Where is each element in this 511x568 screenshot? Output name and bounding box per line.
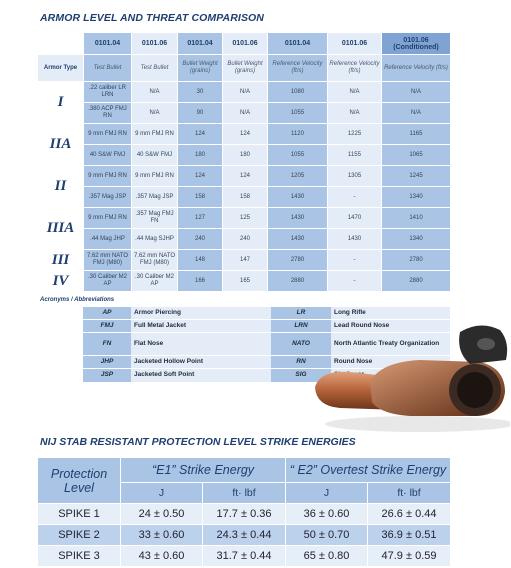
armor-row xyxy=(38,145,451,166)
armor-cell: 1065 xyxy=(382,145,451,166)
armor-cell: 1120 xyxy=(268,124,328,145)
acronym-spacer xyxy=(37,356,83,369)
armor-cell: - xyxy=(328,187,382,208)
armor-cell: 2880 xyxy=(382,271,451,292)
standards-header-row xyxy=(38,33,451,55)
armor-row xyxy=(38,166,451,187)
acronyms-header: Acronyms / Abbreviations xyxy=(40,297,115,303)
armor-cell: 1430 xyxy=(268,187,328,208)
armor-cell: 1080 xyxy=(268,82,328,103)
armor-cell: .357 Mag FMJ FN xyxy=(132,208,178,229)
armor-cell: 1055 xyxy=(268,103,328,124)
acronym-abbr: AP xyxy=(83,307,131,320)
armor-cell: .30 Caliber M2 AP xyxy=(84,271,132,292)
column-subheader: Reference Velocity (ft/s) xyxy=(268,55,328,82)
acronym-abbr: LR xyxy=(271,307,331,320)
armor-cell: 9 mm FMJ RN xyxy=(132,166,178,187)
armor-row xyxy=(38,124,451,145)
armor-cell: .44 Mag JHP xyxy=(84,229,132,250)
spike-level: SPIKE 1 xyxy=(38,504,121,525)
armor-level: I xyxy=(38,82,84,124)
standard-header: 0101.06 xyxy=(132,33,178,55)
armor-cell: 124 xyxy=(178,124,223,145)
armor-cell: 158 xyxy=(223,187,268,208)
spike-level: SPIKE 2 xyxy=(38,525,121,546)
unit-ftlbf: ft· lbf xyxy=(368,483,451,504)
spike-row xyxy=(38,546,451,567)
armor-cell: 9 mm FMJ RN xyxy=(84,208,132,229)
armor-cell: 148 xyxy=(178,250,223,271)
armor-cell: N/A xyxy=(132,103,178,124)
acronym-spacer xyxy=(37,307,83,320)
armor-cell: 1305 xyxy=(328,166,382,187)
acronym-def: Jacketed Hollow Point xyxy=(131,356,271,369)
subheader-row xyxy=(38,55,451,82)
armor-cell: 124 xyxy=(223,124,268,145)
armor-cell: 40 S&W FMJ xyxy=(84,145,132,166)
column-subheader: Test Bullet xyxy=(84,55,132,82)
armor-cell: N/A xyxy=(328,103,382,124)
spike-row xyxy=(38,504,451,525)
armor-row xyxy=(38,271,451,292)
unit-j: J xyxy=(121,483,203,504)
armor-cell: 1430 xyxy=(268,229,328,250)
armor-cell: 127 xyxy=(178,208,223,229)
acronym-def: North Atlantic Treaty Organization xyxy=(331,333,450,356)
spike-level: SPIKE 3 xyxy=(38,546,121,567)
armor-level: IIIA xyxy=(38,208,84,250)
armor-cell: 165 xyxy=(223,271,268,292)
armor-cell: - xyxy=(328,271,382,292)
acronym-def: Round Nose xyxy=(331,356,450,369)
armor-cell: 1155 xyxy=(328,145,382,166)
armor-cell: 1430 xyxy=(268,208,328,229)
spike-e2-ft: 26.6 ± 0.44 xyxy=(368,504,451,525)
armor-cell: 1205 xyxy=(268,166,328,187)
spike-e1-j: 24 ± 0.50 xyxy=(121,504,203,525)
armor-cell: 30 xyxy=(178,82,223,103)
armor-row xyxy=(38,103,451,124)
stab-energy-table xyxy=(37,457,451,567)
column-subheader: Reference Velocity (ft/s) xyxy=(382,55,451,82)
acronym-def: Jacketed Soft Point xyxy=(131,369,271,382)
armor-cell: 7.62 mm NATO FMJ (M80) xyxy=(132,250,178,271)
spike-e2-ft: 47.9 ± 0.59 xyxy=(368,546,451,567)
armor-level: III xyxy=(38,250,84,271)
acronym-abbr: FMJ xyxy=(83,320,131,333)
acronym-spacer xyxy=(37,369,83,382)
armor-cell: .22 caliber LR LRN xyxy=(84,82,132,103)
column-subheader: Bullet Weight (grains) xyxy=(178,55,223,82)
armor-cell: 1245 xyxy=(382,166,451,187)
acronym-abbr: LRN xyxy=(271,320,331,333)
corner-cell xyxy=(38,33,84,55)
armor-row xyxy=(38,250,451,271)
armor-cell: 1340 xyxy=(382,187,451,208)
armor-cell: 1430 xyxy=(328,229,382,250)
armor-cell: 1165 xyxy=(382,124,451,145)
column-subheader: Test Bullet xyxy=(132,55,178,82)
unit-j: J xyxy=(286,483,368,504)
acronym-def: Armor Piercing xyxy=(131,307,271,320)
acronym-abbr: SIG xyxy=(271,369,331,382)
acronym-def: Flat Nose xyxy=(131,333,271,356)
armor-cell: 124 xyxy=(223,166,268,187)
armor-cell: N/A xyxy=(223,103,268,124)
armor-cell: 166 xyxy=(178,271,223,292)
armor-row xyxy=(38,82,451,103)
protection-level-header: Protection Level xyxy=(38,458,121,504)
armor-threat-table xyxy=(37,32,451,292)
acronym-abbr: RN xyxy=(271,356,331,369)
stab-energy-title: NIJ STAB RESISTANT PROTECTION LEVEL STRIKE ENERGIES xyxy=(40,436,356,448)
e2-header: “ E2” Overtest Strike Energy xyxy=(286,458,451,483)
armor-cell: N/A xyxy=(382,82,451,103)
spike-e2-j: 65 ± 0.80 xyxy=(286,546,368,567)
armor-comparison-title: ARMOR LEVEL AND THREAT COMPARISON xyxy=(40,12,264,24)
standard-header: 0101.06 (Conditioned) xyxy=(382,33,451,55)
spike-e1-j: 33 ± 0.60 xyxy=(121,525,203,546)
armor-cell: .380 ACP FMJ RN xyxy=(84,103,132,124)
spike-e1-j: 43 ± 0.60 xyxy=(121,546,203,567)
stab-header-row xyxy=(38,458,451,483)
armor-cell: 9 mm FMJ RN xyxy=(84,166,132,187)
armor-cell: 240 xyxy=(178,229,223,250)
armor-type-header: Armor Type xyxy=(38,55,84,82)
armor-cell: 124 xyxy=(178,166,223,187)
column-subheader: Reference Velocity (ft/s) xyxy=(328,55,382,82)
armor-level: II xyxy=(38,166,84,208)
armor-cell: 180 xyxy=(178,145,223,166)
armor-cell: 9 mm FMJ RN xyxy=(84,124,132,145)
armor-row xyxy=(38,229,451,250)
armor-cell: 2880 xyxy=(268,271,328,292)
standard-header: 0101.04 xyxy=(268,33,328,55)
acronym-def: Full Metal Jacket xyxy=(131,320,271,333)
standard-header: 0101.06 xyxy=(328,33,382,55)
armor-cell: 1225 xyxy=(328,124,382,145)
acronym-abbr: JSP xyxy=(83,369,131,382)
standard-header: 0101.04 xyxy=(84,33,132,55)
unit-ftlbf: ft· lbf xyxy=(203,483,286,504)
armor-cell: 2780 xyxy=(268,250,328,271)
acronym-abbr: JHP xyxy=(83,356,131,369)
standard-header: 0101.06 xyxy=(223,33,268,55)
spike-e1-ft: 24.3 ± 0.44 xyxy=(203,525,286,546)
armor-cell: .44 Mag SJHP xyxy=(132,229,178,250)
acronym-abbr: FN xyxy=(83,333,131,356)
armor-cell: 147 xyxy=(223,250,268,271)
spike-e1-ft: 17.7 ± 0.36 xyxy=(203,504,286,525)
armor-level: IV xyxy=(38,271,84,292)
armor-cell: 1340 xyxy=(382,229,451,250)
armor-cell: 1410 xyxy=(382,208,451,229)
spike-e2-ft: 36.9 ± 0.51 xyxy=(368,525,451,546)
armor-cell: .357 Mag JSP xyxy=(84,187,132,208)
spike-e2-j: 36 ± 0.60 xyxy=(286,504,368,525)
acronym-def: Lead Round Nose xyxy=(331,320,450,333)
armor-cell: 240 xyxy=(223,229,268,250)
armor-cell: 180 xyxy=(223,145,268,166)
armor-cell: 2780 xyxy=(382,250,451,271)
armor-cell: .357 Mag JSP xyxy=(132,187,178,208)
armor-cell: 158 xyxy=(178,187,223,208)
armor-cell: 90 xyxy=(178,103,223,124)
armor-cell: N/A xyxy=(328,82,382,103)
armor-cell: 125 xyxy=(223,208,268,229)
armor-row xyxy=(38,208,451,229)
armor-cell: N/A xyxy=(223,82,268,103)
spike-row xyxy=(38,525,451,546)
acronym-abbr: NATO xyxy=(271,333,331,356)
armor-cell: N/A xyxy=(382,103,451,124)
acronym-spacer xyxy=(37,333,83,356)
armor-cell: 40 S&W FMJ xyxy=(132,145,178,166)
armor-cell: 1055 xyxy=(268,145,328,166)
armor-cell: .30 Caliber M2 AP xyxy=(132,271,178,292)
bullet-image xyxy=(310,312,510,432)
spike-e1-ft: 31.7 ± 0.44 xyxy=(203,546,286,567)
armor-cell: N/A xyxy=(132,82,178,103)
armor-cell: - xyxy=(328,250,382,271)
armor-row xyxy=(38,187,451,208)
acronym-spacer xyxy=(37,320,83,333)
e1-header: “E1” Strike Energy xyxy=(121,458,286,483)
armor-cell: 7.62 mm NATO FMJ (M80) xyxy=(84,250,132,271)
spike-e2-j: 50 ± 0.70 xyxy=(286,525,368,546)
standard-header: 0101.04 xyxy=(178,33,223,55)
armor-cell: 9 mm FMJ RN xyxy=(132,124,178,145)
armor-level: IIA xyxy=(38,124,84,166)
armor-cell: 1470 xyxy=(328,208,382,229)
acronym-def: Long Rifle xyxy=(331,307,450,320)
column-subheader: Bullet Weight (grains) xyxy=(223,55,268,82)
